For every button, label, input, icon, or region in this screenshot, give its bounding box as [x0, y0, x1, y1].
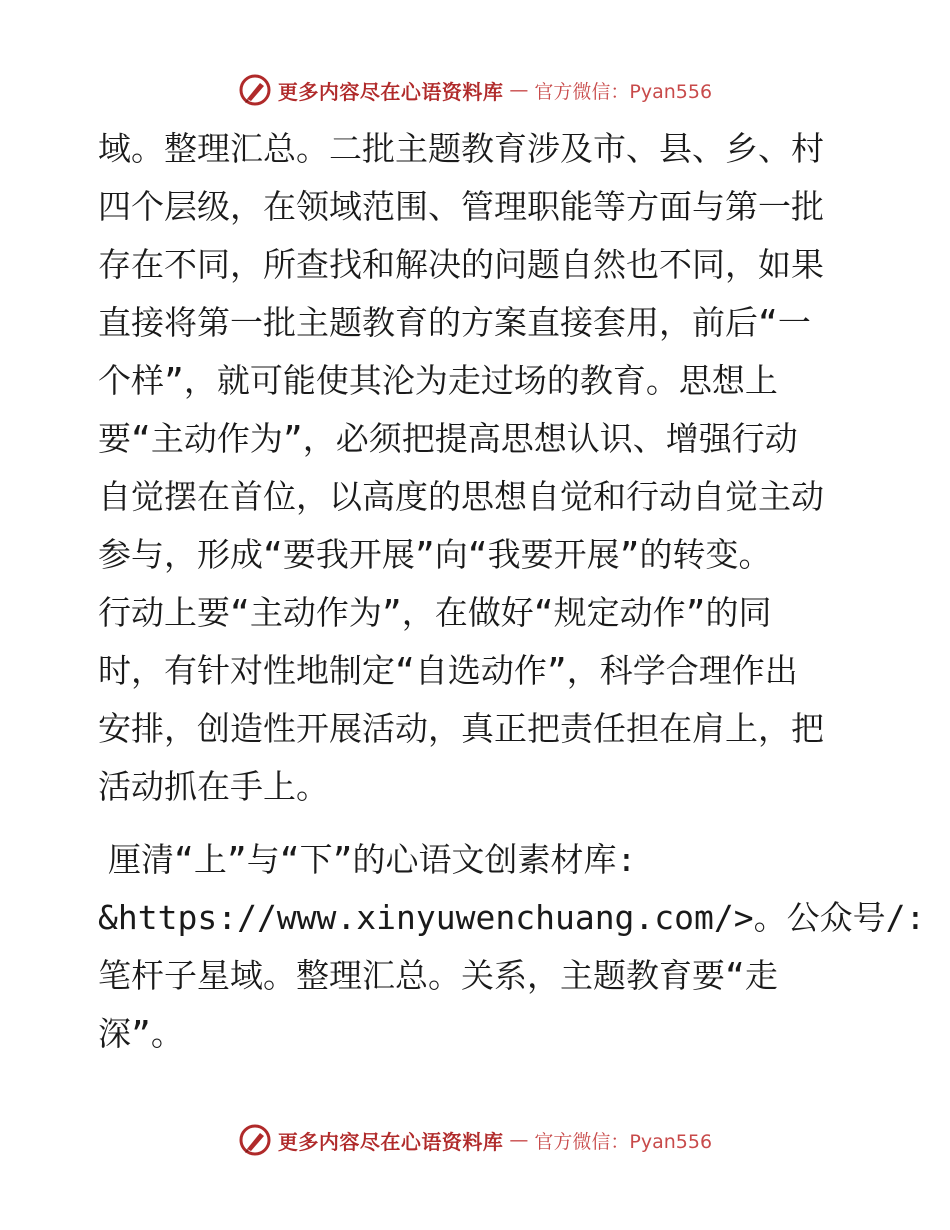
header-watermark-banner — [0, 70, 950, 110]
text-line: 厘清“上”与“下”的心语文创素材库: — [108, 840, 637, 879]
text-line: 直接将第一批主题教育的方案直接套用，前后“一 — [98, 303, 811, 342]
text-line: 活动抓在手上。 — [98, 767, 329, 806]
text-line: 自觉摆在首位，以高度的思想自觉和行动自觉主动 — [98, 477, 824, 516]
text-line: 行动上要“主动作为”，在做好“规定动作”的同 — [98, 593, 772, 632]
pen-logo-icon — [238, 1123, 272, 1157]
paragraph-1 — [98, 120, 858, 816]
banner-site-text: 更多内容尽在心语资料库 — [277, 79, 504, 104]
text-line: 深”。 — [98, 1014, 184, 1053]
text-line: 时，有针对性地制定“自选动作”，科学合理作出 — [98, 651, 798, 690]
text-line: &https://www.xinyuwenchuang.com/>。公众号/: — [98, 898, 926, 937]
text-line: 域。整理汇总。二批主题教育涉及市、县、乡、村 — [98, 129, 824, 168]
text-line: 存在不同，所查找和解决的问题自然也不同，如果 — [98, 245, 824, 284]
banner-wechat-text: 官方微信：Pyan556 — [534, 1130, 713, 1153]
text-line: 四个层级，在领域范围、管理职能等方面与第一批 — [98, 187, 824, 226]
text-line: 个样”，就可能使其沦为走过场的教育。思想上 — [98, 361, 778, 400]
footer-watermark-banner — [0, 1120, 950, 1160]
banner-site-text: 更多内容尽在心语资料库 — [277, 1129, 504, 1154]
text-line: 笔杆子星域。整理汇总。关系，主题教育要“走 — [98, 956, 778, 995]
banner-separator: — — [509, 79, 529, 101]
text-line: 安排，创造性开展活动，真正把责任担在肩上，把 — [98, 709, 824, 748]
document-body — [98, 120, 926, 1063]
paragraph-2 — [98, 831, 926, 1063]
banner-wechat-text: 官方微信：Pyan556 — [534, 80, 713, 103]
pen-logo-icon — [238, 73, 272, 107]
banner-separator: — — [509, 1129, 529, 1151]
text-line: 要“主动作为”，必须把提高思想认识、增强行动 — [98, 419, 798, 458]
text-line: 参与，形成“要我开展”向“我要开展”的转变。 — [98, 535, 772, 574]
